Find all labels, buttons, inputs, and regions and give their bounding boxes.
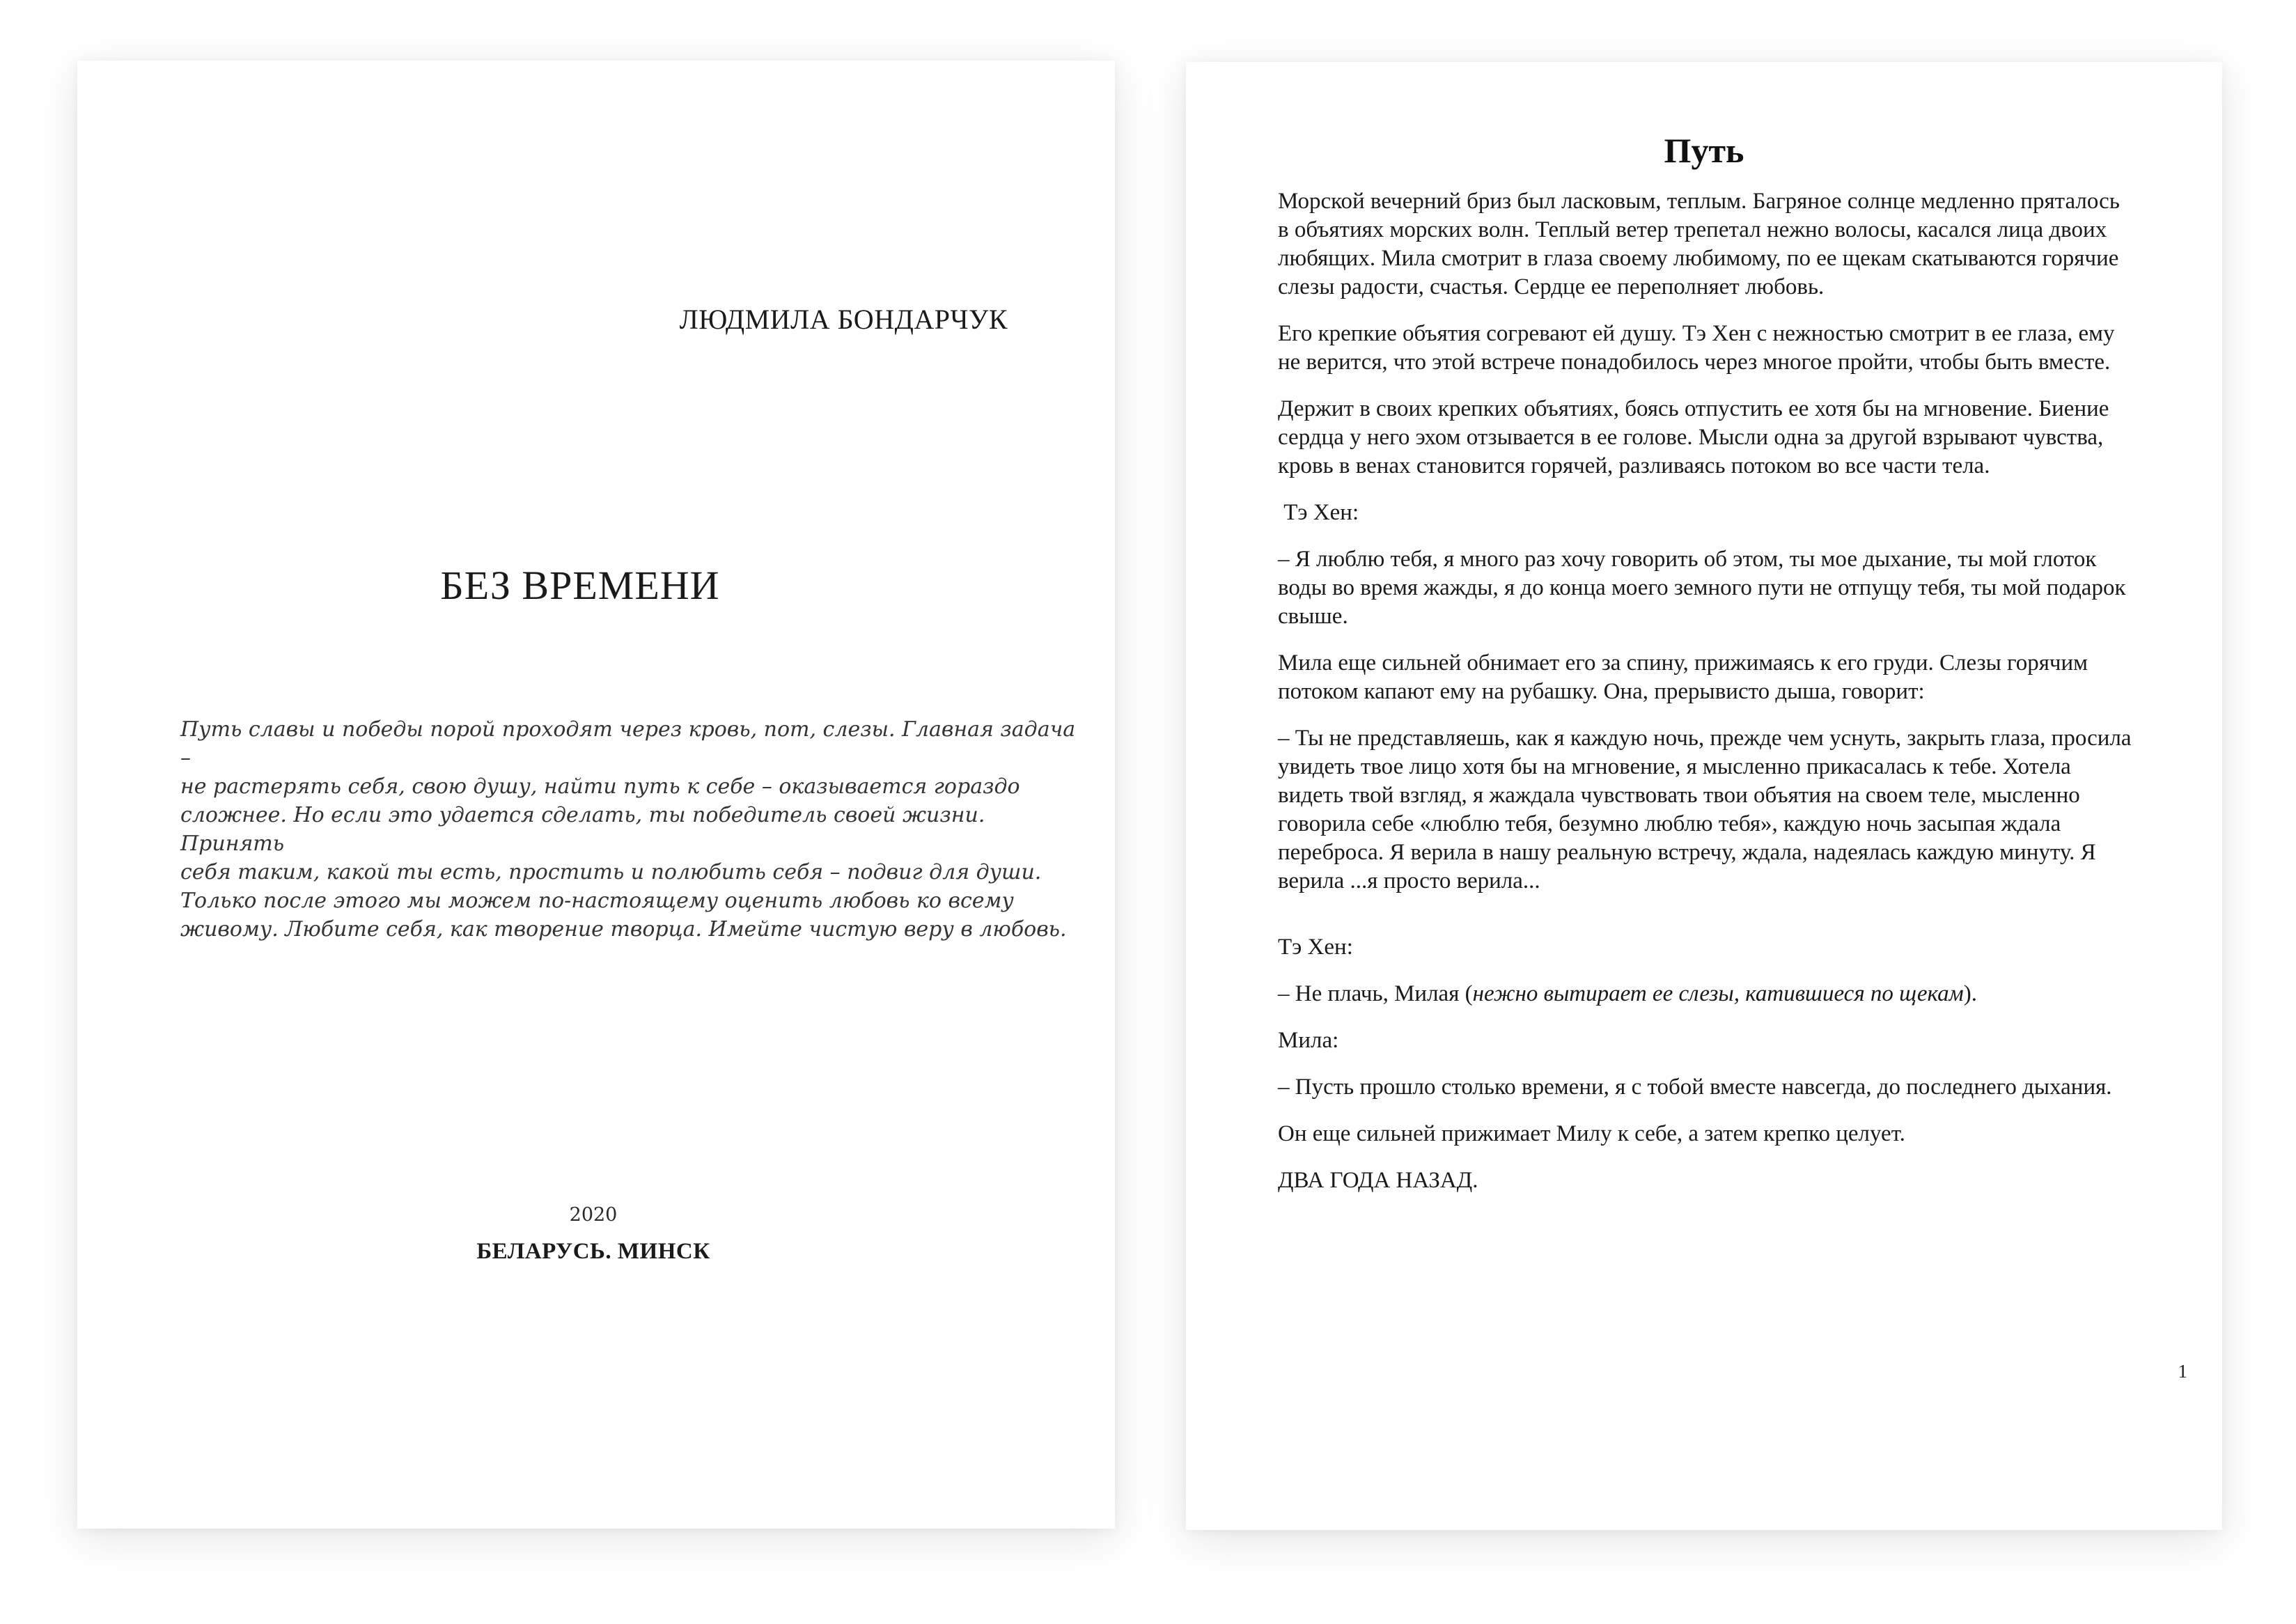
paragraph: Морской вечерний бриз был ласковым, теплым. Багряное солнце медленно пряталось в объятиях морских волн. Теплый ветер трепетал нежно волосы, касался лица двоих любящих. Мила смотрит в глаза своему любимому, по ее щекам скатываются горячие слезы радости, счастья. Сердце ее переполняет любовь.	[1278, 189, 2120, 299]
paragraph: Мила еще сильней обнимает его за спину, прижимаясь к его груди. Слезы горячим потоком капают ему на рубашку. Она, прерывисто дыша, говорит:	[1278, 650, 2088, 704]
page-number: 1	[2178, 1361, 2187, 1382]
publication-year: 2020	[569, 1204, 618, 1226]
epigraph-line: живому. Любите себя, как творение творца. Имейте чистую веру в любовь.	[180, 917, 1067, 942]
paragraph: Его крепкие объятия согревают ей душу. Тэ Хен с нежностью смотрит в ее глаза, ему не верится, что этой встрече понадобилось через многое пройти, чтобы быть вместе.	[1278, 321, 2115, 375]
epigraph-line: Только после этого мы можем по-настоящему оценить любовь ко всему	[180, 889, 1014, 913]
chapter-body	[1278, 187, 2134, 1213]
publication-place: БЕЛАРУСЬ. МИНСК	[476, 1239, 710, 1264]
epigraph	[180, 715, 1079, 944]
title-page	[77, 61, 1115, 1529]
section-heading: ДВА ГОДА НАЗАД.	[1278, 1168, 1478, 1193]
dialogue-line	[1278, 980, 2134, 1008]
chapter-title: Путь	[1664, 131, 1744, 170]
epigraph-line: Путь славы и победы порой проходят через кровь, пот, слезы. Главная задача –	[180, 717, 1076, 770]
speaker-label: Мила:	[1278, 1028, 1339, 1053]
epigraph-line: сложнее. Но если это удается сделать, ты победитель своей жизни. Принять	[180, 803, 985, 856]
dialogue-text: ).	[1963, 981, 1977, 1006]
speaker-label: Тэ Хен:	[1278, 500, 1359, 525]
author-name: ЛЮДМИЛА БОНДАРЧУК	[679, 304, 1008, 335]
paragraph: – Ты не представляешь, как я каждую ночь, прежде чем уснуть, закрыть глаза, просила увидеть твое лицо хотя бы на мгновение, я мысленно прикасалась к тебе. Хотела видеть твой взгляд, я жаждала чувствовать твои объятия на своем теле, мысленно говорила себе «люблю тебя, безумно люблю тебя», каждую ночь засыпая ждала переброса. Я верила в нашу реальную встречу, ждала, надеялась каждую минуту. Я верила ...я просто верила...	[1278, 726, 2132, 893]
stage-direction: нежно вытирает ее слезы, катившиеся по щекам	[1472, 981, 1964, 1006]
paragraph: Он еще сильней прижимает Милу к себе, а затем крепко целует.	[1278, 1121, 1905, 1146]
speaker-label: Тэ Хен:	[1278, 935, 1353, 960]
epigraph-line: не растерять себя, свою душу, найти путь к себе – оказывается гораздо	[180, 774, 1020, 799]
paragraph: – Пусть прошло столько времени, я с тобой вместе навсегда, до последнего дыхания.	[1278, 1075, 2112, 1100]
chapter-page	[1186, 62, 2222, 1530]
book-title: БЕЗ ВРЕМЕНИ	[440, 563, 720, 608]
dialogue-text: – Не плачь, Милая (	[1278, 981, 1473, 1006]
paragraph: – Я люблю тебя, я много раз хочу говорить об этом, ты мое дыхание, ты мой глоток воды во время жажды, я до конца моего земного пути не отпущу тебя, ты мой подарок свыше.	[1278, 547, 2126, 629]
epigraph-line: себя таким, какой ты есть, простить и полюбить себя – подвиг для души.	[180, 860, 1042, 884]
paragraph: Держит в своих крепких объятиях, боясь отпустить ее хотя бы на мгновение. Биение сердца у него эхом отзывается в ее голове. Мысли одна за другой взрывают чувства, кровь в венах становится горячей, разливаясь потоком во все части тела.	[1278, 396, 2109, 478]
